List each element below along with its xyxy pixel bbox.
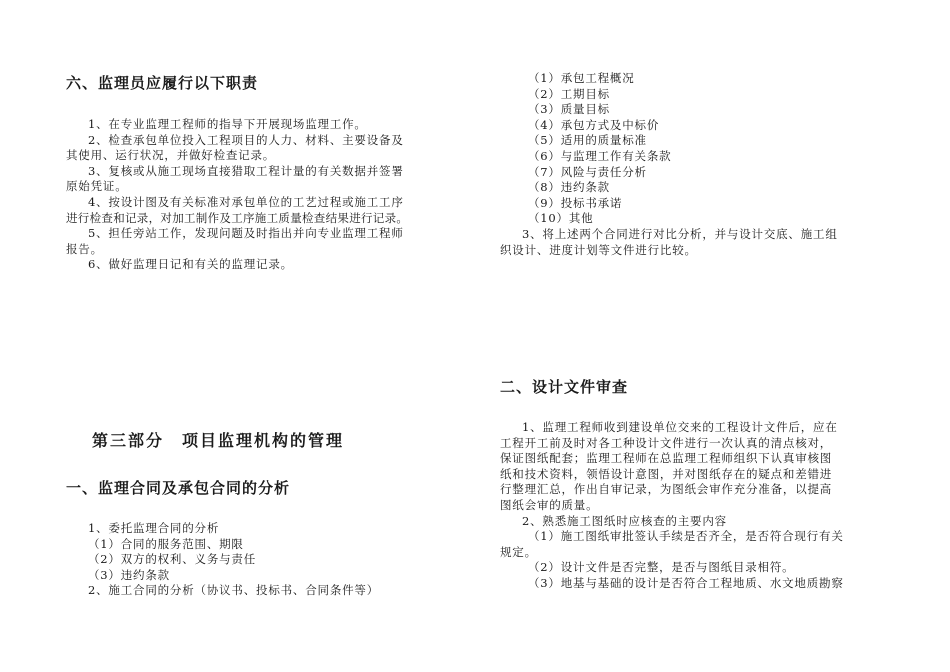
list-item: 1、委托监理合同的分析 (88, 521, 220, 535)
list-item: （2）双方的权利、义务与责任 (88, 552, 257, 567)
list-item: 2、施工合同的分析（协议书、投标书、合同条件等） (88, 583, 380, 598)
duty-line: 报告。 (66, 241, 103, 256)
paragraph-line: 织设计、进度计划等文件进行比较。 (500, 242, 697, 257)
paragraph-line: 图纸会审的质量。 (500, 497, 599, 512)
contract-analysis-list (66, 521, 464, 599)
duty-line: 1、在专业监理工程师的指导下开展现场监理工作。 (88, 117, 367, 131)
list-item: （4）承包方式及中标价 (528, 117, 660, 132)
list-item: （5）适用的质量标准 (528, 133, 647, 148)
paragraph-line: 行整理汇总，作出自审记录，为图纸会审作充分准备，以提高 (500, 482, 833, 497)
list-item: （3）违约条款 (88, 567, 170, 582)
paragraph-line: 规定。 (500, 544, 537, 559)
paragraph-line: 工程开工前及时对各工种设计文件进行一次认真的清点核对， (500, 435, 833, 450)
duty-line: 6、做好监理日记和有关的监理记录。 (88, 257, 293, 272)
duties-paragraph (66, 117, 464, 273)
list-item: （10）其他 (528, 211, 594, 226)
list-item: （6）与监理工作有关条款 (528, 148, 672, 163)
duty-line: 其使用、运行状况，并做好检查记录。 (66, 148, 276, 163)
paragraph-line: 纸和技术资料，领悟设计意图，并对图纸存在的疑点和差错进 (500, 466, 833, 481)
paragraph-line: 保证图纸配套；监理工程师在总监理工程师组织下认真审核图 (500, 451, 833, 466)
construction-contract-items (500, 71, 880, 258)
paragraph-line: 3、将上述两个合同进行对比分析，并与设计交底、施工组 (522, 226, 838, 241)
list-item: （7）风险与责任分析 (528, 164, 647, 179)
duty-line: 5、担任旁站工作，发现问题及时指出并向专业监理工程师 (88, 226, 404, 241)
list-item: （8）违约条款 (528, 180, 610, 195)
part-title: 第三部分 项目监理机构的管理 (92, 431, 345, 450)
paragraph-line: （2）设计文件是否完整，是否与图纸目录相符。 (528, 560, 795, 575)
duty-line: 2、检查承包单位投入工程项目的人力、材料、主要设备及 (88, 132, 404, 147)
list-item: （1）承包工程概况 (528, 71, 635, 85)
paragraph-line: （1）施工图纸审批签认手续是否齐全，是否符合现行有关 (528, 529, 844, 544)
duty-line: 进行检查和记录，对加工制作及工序施工质量检查结果进行记录。 (66, 210, 409, 225)
paragraph-line: （3）地基与基础的设计是否符合工程地质、水文地质勘察 (528, 575, 844, 590)
list-item: （1）合同的服务范围、期限 (88, 536, 244, 551)
duty-line: 4、按设计图及有关标准对承包单位的工艺过程或施工工序 (88, 194, 404, 209)
list-item: （9）投标书承诺 (528, 195, 623, 210)
section-heading-contract-analysis: 一、监理合同及承包合同的分析 (66, 479, 291, 497)
duty-line: 原始凭证。 (66, 179, 128, 194)
section-heading-supervisor-duties: 六、监理员应履行以下职责 (66, 74, 259, 92)
section-heading-design-review: 二、设计文件审查 (500, 378, 629, 396)
paragraph-line: 1、监理工程师收到建设单位交来的工程设计文件后，应在 (522, 420, 838, 434)
list-item: （2）工期目标 (528, 86, 610, 101)
paragraph-line: 2、熟悉施工图纸时应核查的主要内容 (522, 513, 727, 528)
list-item: （3）质量目标 (528, 102, 610, 117)
design-review-paragraph (500, 420, 880, 592)
duty-line: 3、复核或从施工现场直接猎取工程计量的有关数据并签署 (88, 163, 404, 178)
